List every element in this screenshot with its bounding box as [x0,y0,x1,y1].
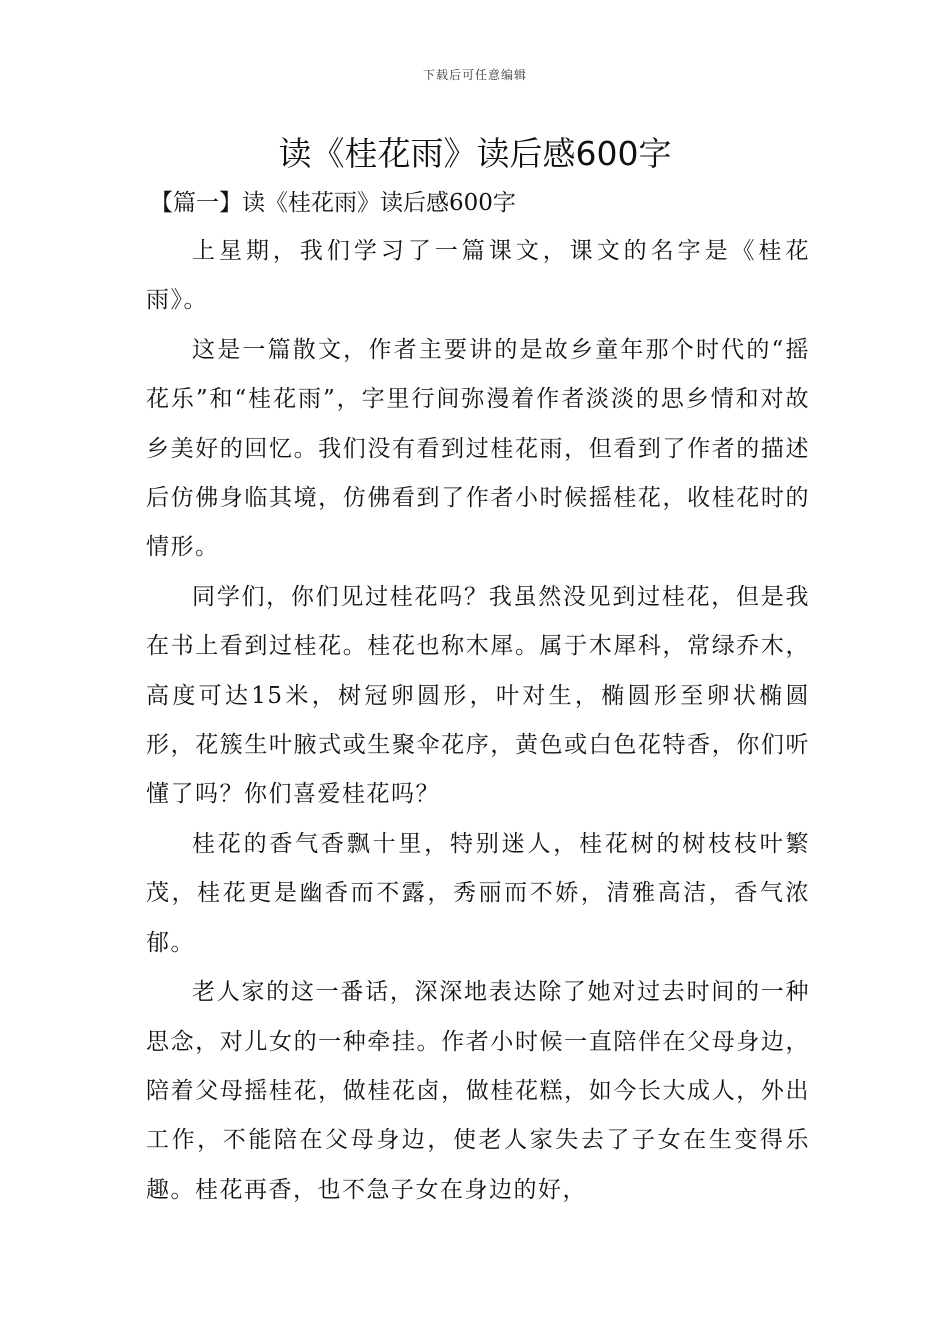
paragraph: 这是一篇散文，作者主要讲的是故乡童年那个时代的“摇花乐”和“桂花雨”，字里行间弥漫着作者淡淡的思乡情和对故乡美好的回忆。我们没有看到过桂花雨，但看到了作者的描述后仿佛身临其境，仿佛看到了作者小时候摇桂花，收桂花时的情形。 [146,336,810,561]
header-note: 下载后可任意编辑 [422,68,527,82]
paragraph: 同学们，你们见过桂花吗？我虽然没见到过桂花，但是我在书上看到过桂花。桂花也称木犀。属于木犀科，常绿乔木，高度可达15米，树冠卵圆形，叶对生，椭圆形至卵状椭圆形，花簇生叶腋式或生聚伞花序，黄色或白色花特香，你们听懂了吗？你们喜爱桂花吗？ [146,583,810,808]
paragraph: 老人家的这一番话，深深地表达除了她对过去时间的一种思念，对儿女的一种牵挂。作者小时候一直陪伴在父母身边，陪着父母摇桂花，做桂花卤，做桂花糕，如今长大成人，外出工作，不能陪在父母身边，使老人家失去了子女在生变得乐趣。桂花再香，也不急子女在身边的好， [146,979,810,1203]
paragraph: 桂花的香气香飘十里，特别迷人，桂花树的树枝枝叶繁茂，桂花更是幽香而不露，秀丽而不娇，清雅高洁，香气浓郁。 [146,830,810,956]
paragraph: 上星期，我们学习了一篇课文，课文的名字是《桂花雨》。 [146,238,810,314]
page-title: 读《桂花雨》读后感600字 [278,134,672,173]
body-text [146,227,810,1215]
section-heading: 【篇一】读《桂花雨》读后感600字 [150,190,516,216]
